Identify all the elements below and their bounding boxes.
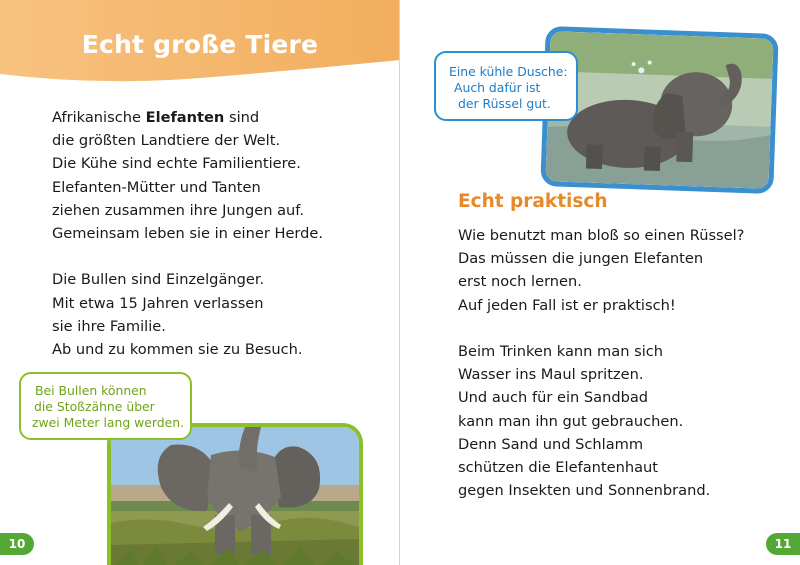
- text-line: sie ihre Familie.: [52, 317, 166, 335]
- text-run: sind: [224, 109, 260, 126]
- text-line: Mit etwa 15 Jahren verlassen: [52, 294, 264, 312]
- left-page: [0, 0, 399, 565]
- text-line: Und auch für ein Sandbad: [458, 389, 649, 407]
- body-paragraph: [458, 224, 744, 502]
- text-line: die größten Landtiere der Welt.: [52, 132, 281, 150]
- text-line: ziehen zusammen ihre Jungen auf.: [52, 201, 305, 219]
- caption-line: Auch dafür ist: [454, 80, 541, 95]
- bull-elephant-photo: [107, 423, 363, 565]
- page-number-left: 10: [0, 533, 34, 555]
- text-line: schützen die Elefantenhaut: [458, 458, 659, 476]
- page-number-right: 11: [766, 533, 800, 555]
- intro-paragraph: [52, 106, 323, 361]
- caption-bubble-shower: [434, 51, 578, 121]
- caption-line: die Stoßzähne über: [34, 399, 155, 414]
- caption-line: Bei Bullen können: [35, 383, 147, 398]
- caption-line: der Rüssel gut.: [458, 96, 551, 111]
- right-page: [400, 0, 800, 565]
- text-line: Die Bullen sind Einzelgänger.: [52, 271, 265, 289]
- text-line: erst noch lernen.: [458, 273, 582, 291]
- text-line: Gemeinsam leben sie in einer Herde.: [52, 224, 324, 242]
- text-line: gegen Insekten und Sonnenbrand.: [458, 482, 711, 500]
- bull-elephant-illustration: [111, 427, 359, 565]
- text-line: kann man ihn gut gebrauchen.: [458, 412, 684, 430]
- bold-term: Elefanten: [145, 109, 225, 126]
- text-line: Elefanten-Mütter und Tanten: [52, 178, 261, 196]
- caption-line: zwei Meter lang werden.: [32, 415, 185, 430]
- page-title: Echt große Tiere: [81, 30, 319, 59]
- bathing-elephant-illustration: [545, 31, 773, 189]
- text-line: [52, 106, 323, 129]
- caption-bubble-tusks: [19, 372, 192, 440]
- text-line: Wie benutzt man bloß so einen Rüssel?: [458, 227, 745, 244]
- text-line: Die Kühe sind echte Familientiere.: [52, 155, 301, 173]
- caption-line: Eine kühle Dusche:: [449, 64, 568, 79]
- text-line: Das müssen die jungen Elefanten: [458, 250, 704, 268]
- text-line: Auf jeden Fall ist er praktisch!: [458, 296, 676, 314]
- text-run: Afrikanische: [52, 109, 146, 126]
- text-line: Ab und zu kommen sie zu Besuch.: [52, 340, 303, 358]
- text-line: Wasser ins Maul spritzen.: [458, 366, 644, 384]
- text-line: Denn Sand und Schlamm: [458, 435, 644, 453]
- text-line: Beim Trinken kann man sich: [458, 342, 664, 360]
- section-heading: Echt praktisch: [458, 191, 608, 212]
